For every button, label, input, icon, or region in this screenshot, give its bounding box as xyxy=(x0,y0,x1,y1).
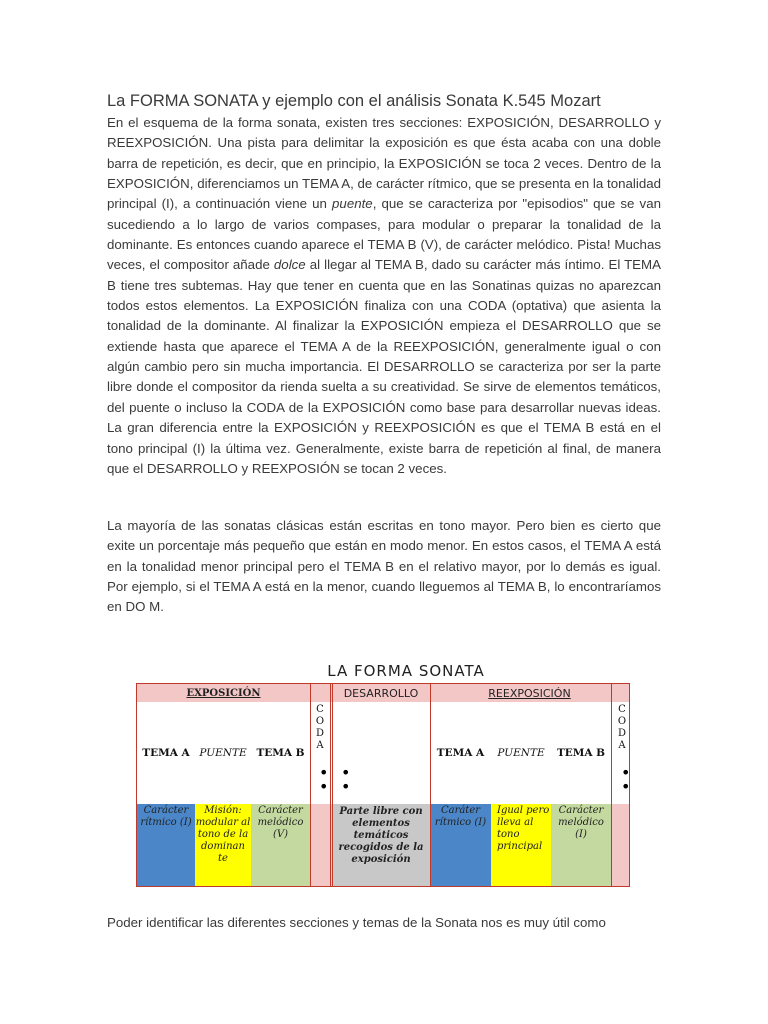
divider xyxy=(332,684,333,886)
paragraph-1-part-2: , que se caracteriza por "episodios" que se van sucediendo a lo largo de varios compases, para modular o preparar la tonalidad de la dominante. Es entonces cuando aparece el TEMA B (V), de carácter melódico. Pista! Muchas veces, el compositor añade xyxy=(107,196,661,273)
header-exposicion: EXPOSICIÓN xyxy=(137,684,310,702)
header-reexposicion: REEXPOSICIÓN xyxy=(430,684,629,702)
paragraph-1-part-3: al llegar al TEMA B, dado su carácter más íntimo. El TEMA B tiene tres subtemas. Hay que tener en cuenta que en las Sonatinas quizas no aparezcan todos estos elementos. La EXPOSICIÓN finaliza con una CODA (optativa) que asienta la tonalidad de la dominante. Al finalizar la EXPOSICIÓN empieza el DESARROLLO que se extiende hasta que aparece el TEMA A de la REEXPOSICIÓN, generalmente igual o con algún cambio pero sin mucha importancia. El DESARROLLO se caracteriza por ser la parte libre donde el compositor da rienda suelta a su creatividad. Se sirve de elementos temáticos, del puente o incluso la CODA de la EXPOSICIÓN como base para desarrollar nuevas ideas. La gran diferencia entre la EXPOSICIÓN y REEXPOSICIÓN es que el TEMA B está en el tono principal (I) la última vez. Generalmente, existe barra de repetición al final, de manera que el DESARROLLO y REEXPOSIÓN se tocan 2 veces. xyxy=(107,257,661,476)
diagram-frame xyxy=(136,683,630,887)
divider xyxy=(430,684,431,886)
reexpo-puente-label: PUENTE xyxy=(497,747,545,759)
repeat-dots-icon: • • xyxy=(341,763,351,796)
expo-puente-label: PUENTE xyxy=(199,747,247,759)
reexpo-tema-a-label: TEMA A xyxy=(436,747,485,759)
expo-tema-b-label: TEMA B xyxy=(256,747,305,759)
reexpo-tema-a-description: Caráter rítmico (I) xyxy=(430,804,491,886)
expo-tema-a-description: Carácter rítmico (I) xyxy=(137,804,195,886)
diagram-title: LA FORMA SONATA xyxy=(327,662,485,680)
reexpo-coda-label: C O D A xyxy=(617,704,627,751)
paragraph-1 xyxy=(107,113,661,479)
reexpo-tema-b-description: Carácter melódico (I) xyxy=(551,804,611,886)
reexpo-puente-description: Igual pero lleva al tono principal xyxy=(491,804,551,886)
paragraph-1-part-1: En el esquema de la forma sonata, existen tres secciones: EXPOSICIÓN, DESARROLLO y REEXPOSICIÓN. Una pista para delimitar la exposición es que ésta acaba con una doble barra de repetición, es decir, que en principio, la EXPOSICIÓN se toca 2 veces. Dentro de la EXPOSICIÓN, diferenciamos un TEMA A, de carácter rítmico, que se presenta en la tonalidad principal (I), a continuación viene un xyxy=(107,115,661,212)
expo-tema-a-label: TEMA A xyxy=(142,747,190,759)
sonata-form-diagram xyxy=(134,662,634,890)
divider xyxy=(330,684,331,886)
desarrollo-description: Parte libre con elementos temáticos recogidos de la exposición xyxy=(332,804,430,886)
paragraph-3: Poder identificar las diferentes secciones y temas de la Sonata nos es muy útil como xyxy=(107,915,606,930)
header-coda-spacer xyxy=(310,684,332,702)
expo-coda-label: C O D A xyxy=(315,704,325,751)
paragraph-2: La mayoría de las sonatas clásicas están escritas en tono mayor. Pero bien es cierto que exite un porcentaje más pequeño que están en modo menor. En estos casos, el TEMA A está en la tonalidad menor principal pero el TEMA B en el relativo mayor, por lo demás es igual. Por ejemplo, si el TEMA A está en la menor, cuando lleguemos al TEMA B, lo encontraríamos en DO M. xyxy=(107,518,661,615)
emphasis-puente: puente xyxy=(332,196,373,212)
emphasis-dolce: dolce xyxy=(273,257,306,273)
expo-coda-description xyxy=(310,804,332,886)
reexpo-tema-b-label: TEMA B xyxy=(556,747,606,759)
repeat-dots-icon: • • xyxy=(621,763,631,796)
expo-puente-description: Misión: modular al tono de la dominan te xyxy=(195,804,251,886)
reexpo-coda-description xyxy=(611,804,629,886)
page-title: La FORMA SONATA y ejemplo con el análisis Sonata K.545 Mozart xyxy=(107,92,601,110)
divider xyxy=(310,684,311,886)
header-desarrollo: DESARROLLO xyxy=(332,684,430,702)
divider xyxy=(611,684,612,886)
repeat-dots-icon: • • xyxy=(319,763,329,796)
expo-tema-b-description: Carácter melódico (V) xyxy=(251,804,310,886)
